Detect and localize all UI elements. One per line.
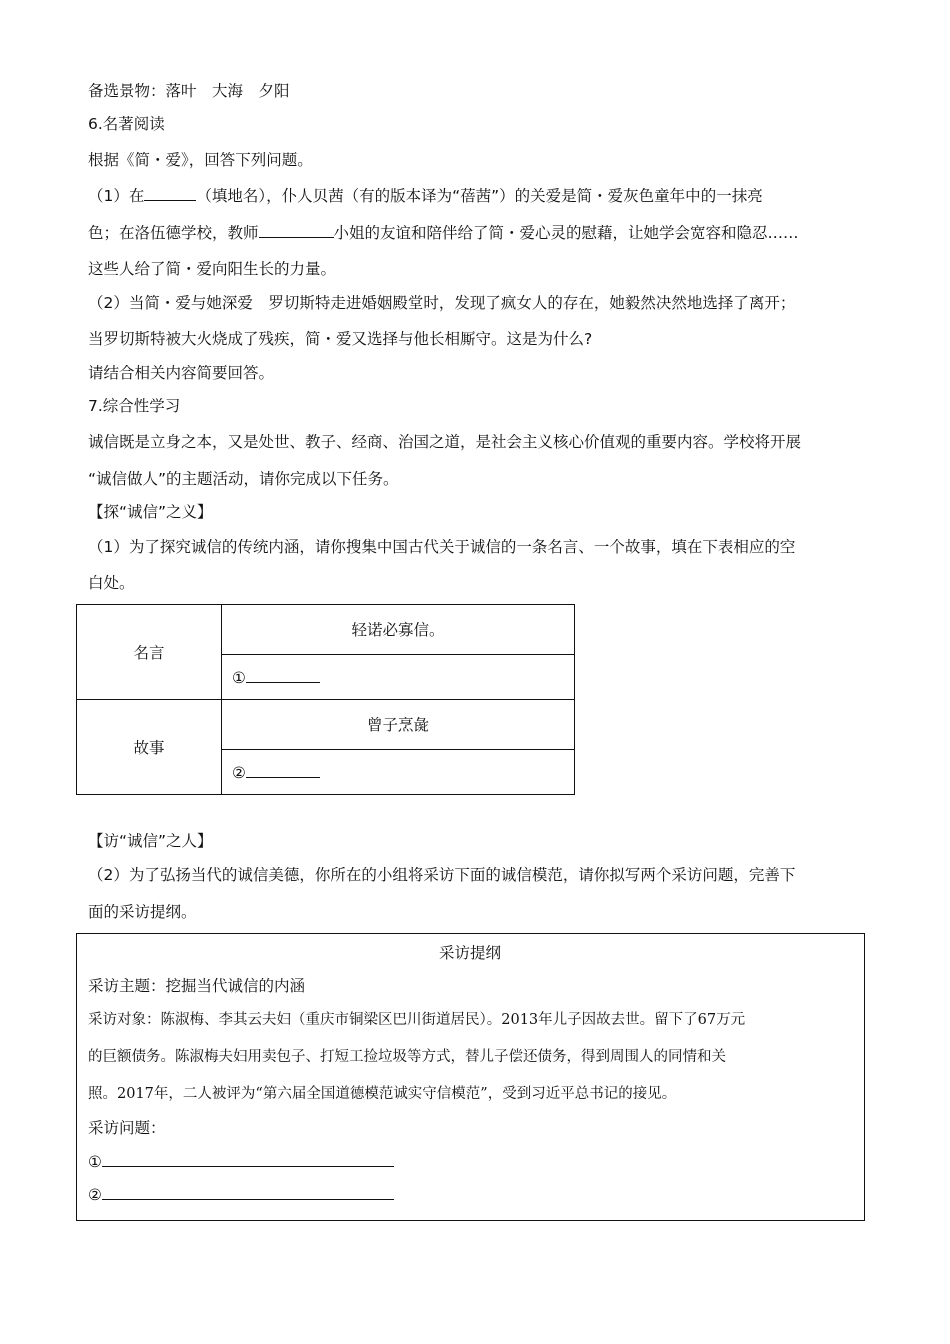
answer-blank-teacher[interactable] [259,222,334,238]
question-number: ② [88,1186,102,1204]
answer-blank-place[interactable] [144,185,196,201]
q6-p1-line3: 这些人给了简・爱向阳生长的力量。 [88,260,337,278]
outline-questions-label: 采访问题： [88,1119,166,1137]
q6-p1-line2 [88,222,799,243]
q6-p2-line2: 当罗切斯特被大火烧成了残疾，简・爱又选择与他长相厮守。这是为什么? [88,330,593,348]
section-heading-meaning: 【探“诚信”之义】 [88,503,213,521]
label-story: 故事 [77,699,222,794]
q6-intro: 根据《简・爱》，回答下列问题。 [88,151,313,169]
q7-task1-line2: 白处。 [88,574,135,592]
question-number: ① [88,1153,102,1171]
q6-p1-c: 色；在洛伍德学校，教师 [88,224,259,242]
q6-p1-a: （1）在 [88,187,145,205]
q7-task2-line2: 面的采访提纲。 [88,903,197,921]
outline-object-line3: 照。2017年，二人被评为“第六届全国道德模范诚实守信模范”，受到习近平总书记的接见。 [88,1086,677,1102]
answer-blank-quote[interactable] [246,667,320,683]
outline-question-1 [88,1151,394,1172]
q6-heading: 6.名著阅读 [88,115,165,133]
q6-p1-d: 小姐的友谊和陪伴给了简・爱心灵的慰藉，让她学会宽容和隐忍…… [333,224,799,242]
answer-blank-question-1[interactable] [102,1151,394,1167]
answer-blank-story[interactable] [246,762,320,778]
blank-number: ① [232,668,246,687]
q7-heading: 7.综合性学习 [88,397,181,415]
q7-intro-line2: “诚信做人”的主题活动，请你完成以下任务。 [88,470,399,488]
answer-blank-question-2[interactable] [102,1184,394,1200]
q7-task1-line1: （1）为了探究诚信的传统内涵，请你搜集中国古代关于诚信的一条名言、一个故事，填在下表相应的空 [88,538,796,556]
given-story: 曾子烹彘 [222,699,575,749]
q6-p2-line1: （2）当简・爱与她深爱 罗切斯特走进婚姻殿堂时，发现了疯女人的存在，她毅然决然地选择了离开； [88,294,796,312]
label-quote: 名言 [77,605,222,700]
interview-outline-box [76,933,865,1221]
q6-p1-b: （填地名），仆人贝茜（有的版本译为“蓓茜”）的关爱是简・爱灰色童年中的一抹亮 [196,187,763,205]
given-quote: 轻诺必寡信。 [222,605,575,655]
blank-cell-story [222,749,575,794]
q7-task2-line1: （2）为了弘扬当代的诚信美德，你所在的小组将采访下面的诚信模范，请你拟写两个采访问题，完善下 [88,866,796,884]
options-line: 备选景物：落叶 大海 夕阳 [88,82,290,100]
blank-number: ② [232,763,246,782]
q6-p2-line3: 请结合相关内容简要回答。 [88,364,275,382]
outline-object-line1: 采访对象：陈淑梅、李其云夫妇（重庆市铜梁区巴川街道居民）。2013年儿子因故去世。留下了67万元 [88,1012,746,1028]
outline-theme: 采访主题：挖掘当代诚信的内涵 [88,977,306,995]
integrity-table [76,604,575,795]
section-heading-people: 【访“诚信”之人】 [88,832,213,850]
outline-title: 采访提纲 [438,944,501,962]
blank-cell-quote [222,654,575,699]
q7-intro-line1: 诚信既是立身之本，又是处世、教子、经商、治国之道，是社会主义核心价值观的重要内容。学校将开展 [88,433,802,451]
q6-p1-line1 [88,185,763,206]
outline-question-2 [88,1184,394,1205]
outline-object-line2: 的巨额债务。陈淑梅夫妇用卖包子、打短工捡垃圾等方式，替儿子偿还债务，得到周围人的同情和关 [88,1049,726,1065]
